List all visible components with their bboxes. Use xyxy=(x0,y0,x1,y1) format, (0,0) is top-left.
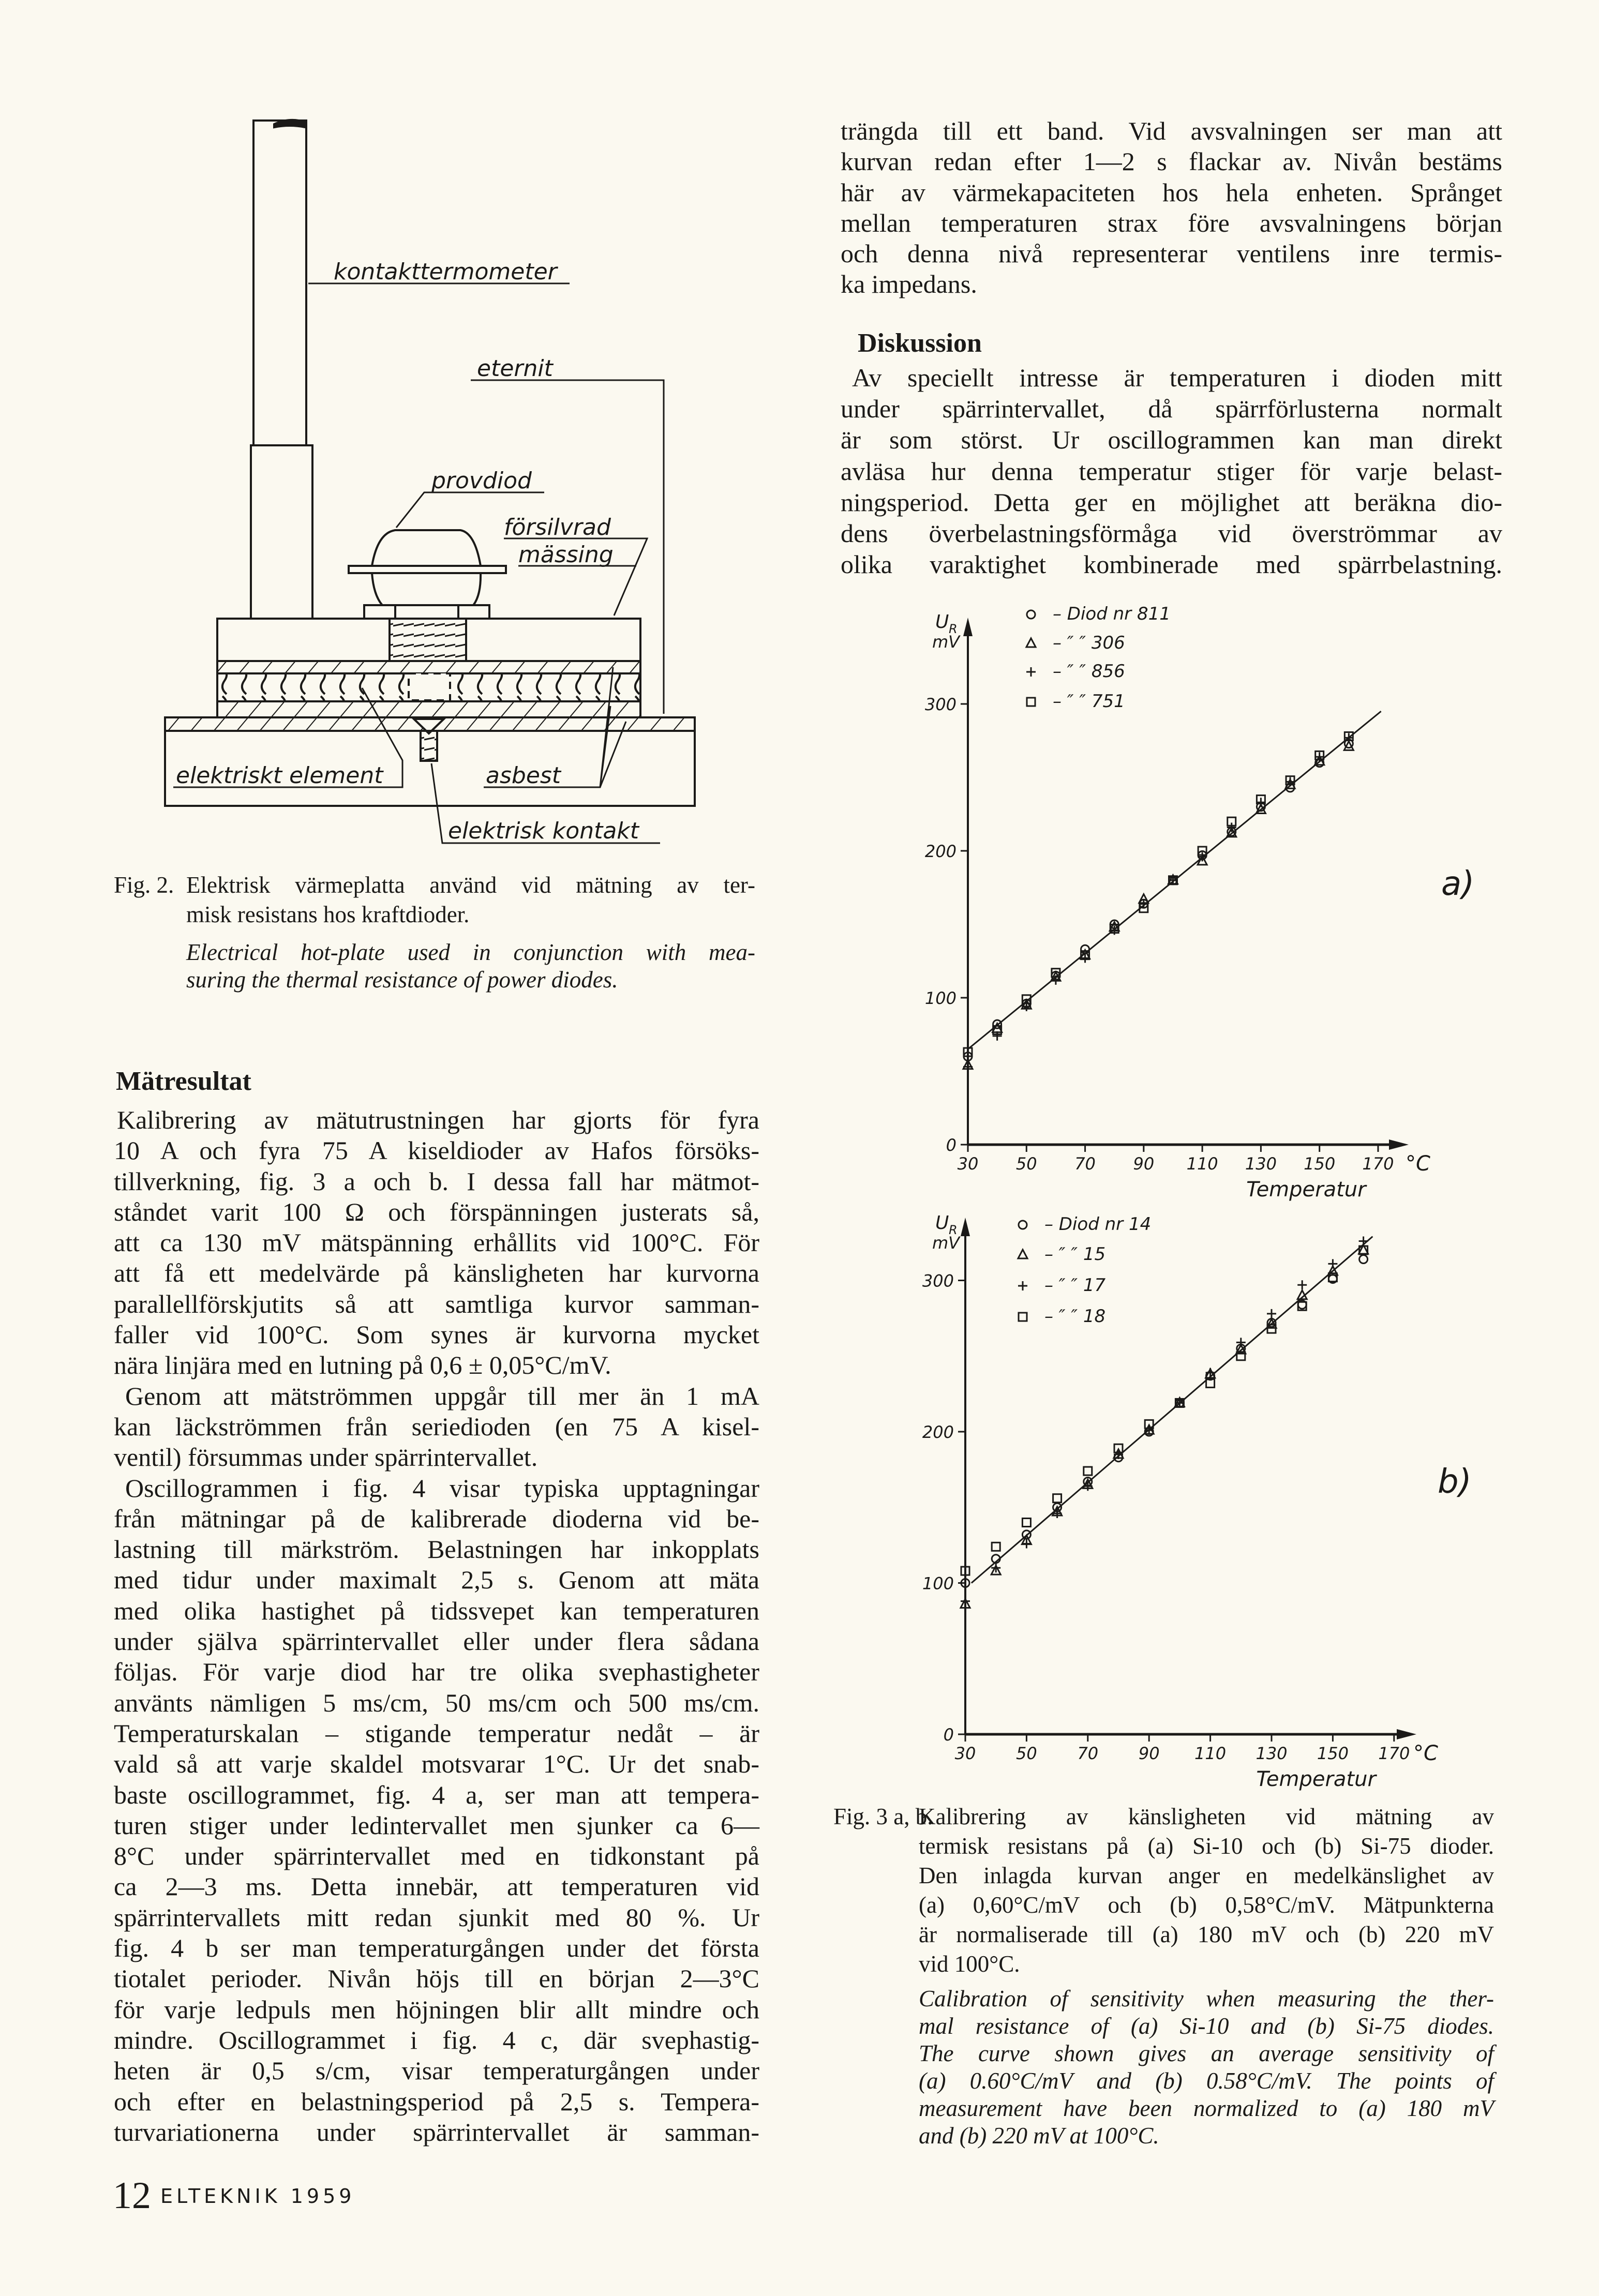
text-line: trängda till ett band. Vid avsvalningen ser man att xyxy=(841,116,1502,145)
text-line: The curve shown gives an average sensitivity of xyxy=(919,2040,1494,2066)
average-sensitivity-line xyxy=(972,1237,1373,1583)
x-tick-label: 170 xyxy=(1362,1154,1394,1174)
legend-marker-circle-icon xyxy=(1027,610,1035,619)
text-line: heten är 0,5 s/cm, visar temperaturgången under xyxy=(114,2056,759,2085)
data-point xyxy=(1267,1309,1276,1318)
x-tick-label: 130 xyxy=(1245,1154,1277,1174)
text-line: Kalibrering av känsligheten vid mätning av xyxy=(919,1804,1494,1829)
text-line: 8°C under spärrintervallet med en tidkonstant på xyxy=(114,1841,759,1871)
series-diod-nr-17 xyxy=(961,1236,1368,1605)
text-line: med tidur under maximalt 2,5 s. Genom att mäta xyxy=(114,1565,759,1595)
text-line: ventil) försummas under spärrintervallet. xyxy=(114,1443,538,1472)
x-tick-label: 110 xyxy=(1194,1744,1227,1763)
text-line: kan läckströmmen från seriedioden (en 75 A kisel- xyxy=(114,1412,759,1441)
x-axis-arrow-icon xyxy=(1397,1729,1416,1739)
text-line: 10 A och fyra 75 A kiseldioder av Hafos försöks- xyxy=(114,1136,759,1165)
y-tick-label: 0 xyxy=(946,1135,957,1155)
text-line: Calibration of sensitivity when measuring the ther- xyxy=(919,1986,1494,2012)
text-line: under spärrintervallet, då spärrförlusterna normalt xyxy=(841,394,1502,424)
legend-marker-plus-icon xyxy=(1018,1281,1027,1290)
figure-3-caption xyxy=(833,1802,1494,1979)
label-brass: mässing xyxy=(518,542,614,568)
x-tick-label: 70 xyxy=(1074,1154,1096,1174)
x-tick-label: 130 xyxy=(1256,1744,1288,1763)
data-point xyxy=(992,1542,1000,1551)
x-tick-label: 150 xyxy=(1304,1154,1336,1174)
text-line: parallellförskjutits så att samtliga kurvor samman- xyxy=(114,1289,759,1318)
text-line: använts nämligen 5 ms/cm, 50 ms/cm och 500 ms/cm. xyxy=(114,1688,759,1717)
figure-2-number: Fig. 2. xyxy=(114,872,174,898)
text-line: Oscillogrammen i fig. 4 visar typiska upptagningar xyxy=(125,1473,759,1503)
section-heading-matresultat: Mätresultat xyxy=(116,1067,251,1096)
y-tick-label: 0 xyxy=(943,1725,954,1745)
text-line: fig. 4 b ser man temperaturgången under det första xyxy=(114,1933,759,1963)
text-line: turvariationerna under spärrintervallet är samman- xyxy=(114,2117,759,2147)
legend-marker-square-icon xyxy=(1019,1313,1027,1321)
series-diod-nr-306 xyxy=(963,741,1353,1069)
text-line: faller vid 100°C. Som synes är kurvorna mycket xyxy=(114,1320,759,1349)
y-tick-label: 100 xyxy=(922,1573,954,1594)
label-silvered: försilvrad xyxy=(504,514,611,541)
legend-label: – ″ ″ 17 xyxy=(1044,1275,1106,1296)
label-eternit: eternit xyxy=(477,355,553,382)
text-line: ca 2—3 ms. Detta innebär, att temperaturen vid xyxy=(114,1872,759,1901)
panel-label: a) xyxy=(1441,865,1475,903)
data-point xyxy=(1053,1494,1062,1503)
chart-b xyxy=(922,1212,1472,1791)
x-axis-arrow-icon xyxy=(1389,1139,1409,1150)
data-point xyxy=(1297,1280,1307,1289)
legend-label: – ″ ″ 18 xyxy=(1044,1306,1106,1327)
y-unit-label: mV xyxy=(932,632,960,652)
text-line: (a) 0.60°C/mV and (b) 0.58°C/mV. The points of xyxy=(919,2068,1494,2094)
text-line: ka impedans. xyxy=(841,269,977,299)
data-point xyxy=(1359,1236,1368,1245)
text-line: från mätningar på de kalibrerade dioderna vid be- xyxy=(114,1504,759,1533)
legend-label: – ″ ″ 751 xyxy=(1053,691,1125,712)
data-point xyxy=(963,1062,973,1071)
text-line: measurement have been normalized to (a) 180 mV xyxy=(919,2095,1494,2121)
text-line: tiotalet perioder. Nivån höjs till en början 2—3°C xyxy=(114,1964,759,1993)
series-diod-nr-15 xyxy=(961,1245,1368,1608)
chart-a xyxy=(925,604,1474,1202)
text-line: Genom att mätströmmen uppgår till mer än 1 mA xyxy=(125,1381,759,1410)
text-line: Electrical hot-plate used in conjunction with mea- xyxy=(186,939,755,965)
text-line: att få ett medelvärde på känsligheten har kurvorna xyxy=(114,1258,759,1288)
text-line: vid 100°C. xyxy=(919,1951,1020,1977)
x-tick-label: 90 xyxy=(1138,1744,1160,1763)
y-axis-arrow-icon xyxy=(961,1218,970,1236)
caption-line: Elektrisk värmeplatta använd vid mätning av ter- xyxy=(186,872,755,898)
x-tick-label: 110 xyxy=(1186,1154,1218,1174)
y-tick-label: 200 xyxy=(924,842,957,861)
text-line: här av värmekapaciteten hos hela enheten. Språnget xyxy=(841,177,1502,207)
y-unit-label: mV xyxy=(932,1233,960,1253)
x-tick-label: 30 xyxy=(957,1154,979,1174)
legend-label: – Diod nr 14 xyxy=(1044,1214,1152,1235)
x-axis-title: Temperatur xyxy=(1256,1767,1376,1791)
text-line: termisk resistans på (a) Si-10 och (b) Si-75 dioder. xyxy=(919,1833,1494,1859)
label-test-diode: provdiod xyxy=(431,468,532,494)
text-line: spärrintervallets mitt redan sjunkit med 80 %. Ur xyxy=(114,1902,759,1932)
data-point xyxy=(1084,1467,1092,1475)
text-line: ningsperiod. Detta ger en möjlighet att beräkna dio- xyxy=(841,487,1502,517)
label-asbestos: asbest xyxy=(486,762,561,789)
x-unit-label: °C xyxy=(1413,1742,1438,1765)
y-tick-label: 200 xyxy=(922,1422,954,1442)
legend-label: – ″ ″ 856 xyxy=(1053,661,1125,682)
caption-line: misk resistans hos kraftdioder. xyxy=(186,902,470,927)
text-line: kurvan redan efter 1—2 s flackar av. Nivån bestäms xyxy=(841,147,1502,176)
figure-3-number: Fig. 3 a, b. xyxy=(833,1804,933,1829)
legend-marker-triangle-icon xyxy=(1026,638,1036,647)
text-line: är som störst. Ur oscillogrammen kan man direkt xyxy=(841,425,1502,455)
text-line: är normaliserade till (a) 180 mV och (b) 220 mV xyxy=(919,1922,1494,1947)
page-number: 12 xyxy=(113,2174,151,2217)
text-line: för varje ledpuls men höjningen blir allt mindre och xyxy=(114,1994,759,2024)
figure-3-caption-english xyxy=(919,1985,1494,2150)
text-line: nära linjära med en lutning på 0,6 ± 0,05°C/mV. xyxy=(114,1350,611,1380)
x-tick-label: 50 xyxy=(1016,1744,1037,1763)
text-line: och efter en belastningsperiod på 2,5 s. Tempera- xyxy=(114,2087,759,2116)
section-heading-diskussion: Diskussion xyxy=(858,328,982,358)
publication-name: ELTEKNIK 1959 xyxy=(160,2185,355,2208)
text-line: baste oscillogrammet, fig. 4 a, ser man att tempera- xyxy=(114,1780,759,1809)
y-tick-label: 300 xyxy=(924,695,957,714)
y-tick-label: 100 xyxy=(924,988,957,1008)
text-line: med olika hastighet på tidssvepet kan temperaturen xyxy=(114,1596,759,1625)
text-line: dens överbelastningsförmåga vid överströmmar av xyxy=(841,519,1502,548)
data-point xyxy=(1359,1255,1368,1264)
panel-label: b) xyxy=(1438,1463,1472,1501)
text-line: Kalibrering av mätutrustningen har gjorts för fyra xyxy=(117,1105,759,1134)
label-electric-contact: elektrisk kontakt xyxy=(448,818,639,844)
text-line: följas. För varje diod har tre olika svephastigheter xyxy=(114,1657,759,1687)
x-axis-title: Temperatur xyxy=(1246,1178,1366,1202)
text-line: (a) 0,60°C/mV och (b) 0,58°C/mV. Mätpunkterna xyxy=(919,1892,1494,1918)
legend-marker-circle-icon xyxy=(1019,1221,1027,1229)
text-line: ståndet varit 100 Ω och förspänningen justerats så, xyxy=(114,1197,759,1226)
text-line: Temperaturskalan – stigande temperatur nedåt – är xyxy=(114,1718,759,1748)
y-tick-label: 300 xyxy=(922,1271,954,1291)
text-line: mellan temperaturen strax före avsvalningens början xyxy=(841,208,1502,237)
text-line: suring the thermal resistance of power diodes. xyxy=(186,967,618,993)
text-line: turen stiger under ledintervallet men sjunker ca 6— xyxy=(114,1810,759,1840)
text-line: och denna nivå representerar ventilens inre termis- xyxy=(841,239,1502,268)
y-axis-title-subscript: R xyxy=(949,1223,958,1237)
text-line: under själva spärrintervallet eller under flera sådana xyxy=(114,1627,759,1656)
text-line: avläsa hur denna temperatur stiger för varje belast- xyxy=(841,456,1502,486)
legend-marker-plus-icon xyxy=(1026,667,1036,677)
series-diod-nr-18 xyxy=(961,1246,1368,1575)
x-tick-label: 30 xyxy=(954,1744,976,1763)
x-tick-label: 50 xyxy=(1015,1154,1037,1174)
text-line: lastning till märkström. Belastningen har inkopplats xyxy=(114,1535,759,1564)
y-axis-arrow-icon xyxy=(963,618,973,636)
x-tick-label: 150 xyxy=(1317,1744,1349,1763)
y-axis-title: U xyxy=(935,611,949,633)
y-axis-title: U xyxy=(935,1212,949,1234)
label-contact-thermometer: kontakttermometer xyxy=(334,259,557,285)
data-point xyxy=(1022,1519,1030,1527)
legend-label: – Diod nr 811 xyxy=(1053,604,1171,624)
x-tick-label: 90 xyxy=(1133,1154,1155,1174)
text-line: att ca 130 mV mätspänning erhållits vid 100°C. För xyxy=(114,1228,759,1257)
text-line: mal resistance of (a) Si-10 and (b) Si-75 diodes. xyxy=(919,2013,1494,2039)
label-electric-element: elektriskt element xyxy=(176,762,383,789)
legend-label: – ″ ″ 306 xyxy=(1053,633,1125,653)
legend-marker-square-icon xyxy=(1027,698,1035,706)
text-line: olika varaktighet kombinerade med spärrbelastning. xyxy=(841,550,1502,579)
data-point xyxy=(1328,1259,1337,1268)
y-axis-title-subscript: R xyxy=(949,622,958,636)
x-unit-label: °C xyxy=(1406,1152,1430,1176)
text-line: Den inlagda kurvan anger en medelkänslighet av xyxy=(919,1863,1494,1888)
text-line: mindre. Oscillogrammet i fig. 4 c, där svephastig- xyxy=(114,2025,759,2054)
x-tick-label: 170 xyxy=(1378,1744,1410,1763)
text-line: vald så att varje skaldel motsvarar 1°C. Ur det snab- xyxy=(114,1749,759,1779)
x-tick-label: 70 xyxy=(1077,1744,1099,1763)
text-line: Av speciellt intresse är temperaturen i dioden mitt xyxy=(852,363,1502,392)
legend-marker-triangle-icon xyxy=(1018,1250,1027,1258)
text-line: and (b) 220 mV at 100°C. xyxy=(919,2123,1159,2149)
legend-label: – ″ ″ 15 xyxy=(1044,1244,1106,1265)
text-line: tillverkning, fig. 3 a och b. I dessa fall har mätmot- xyxy=(114,1166,759,1196)
